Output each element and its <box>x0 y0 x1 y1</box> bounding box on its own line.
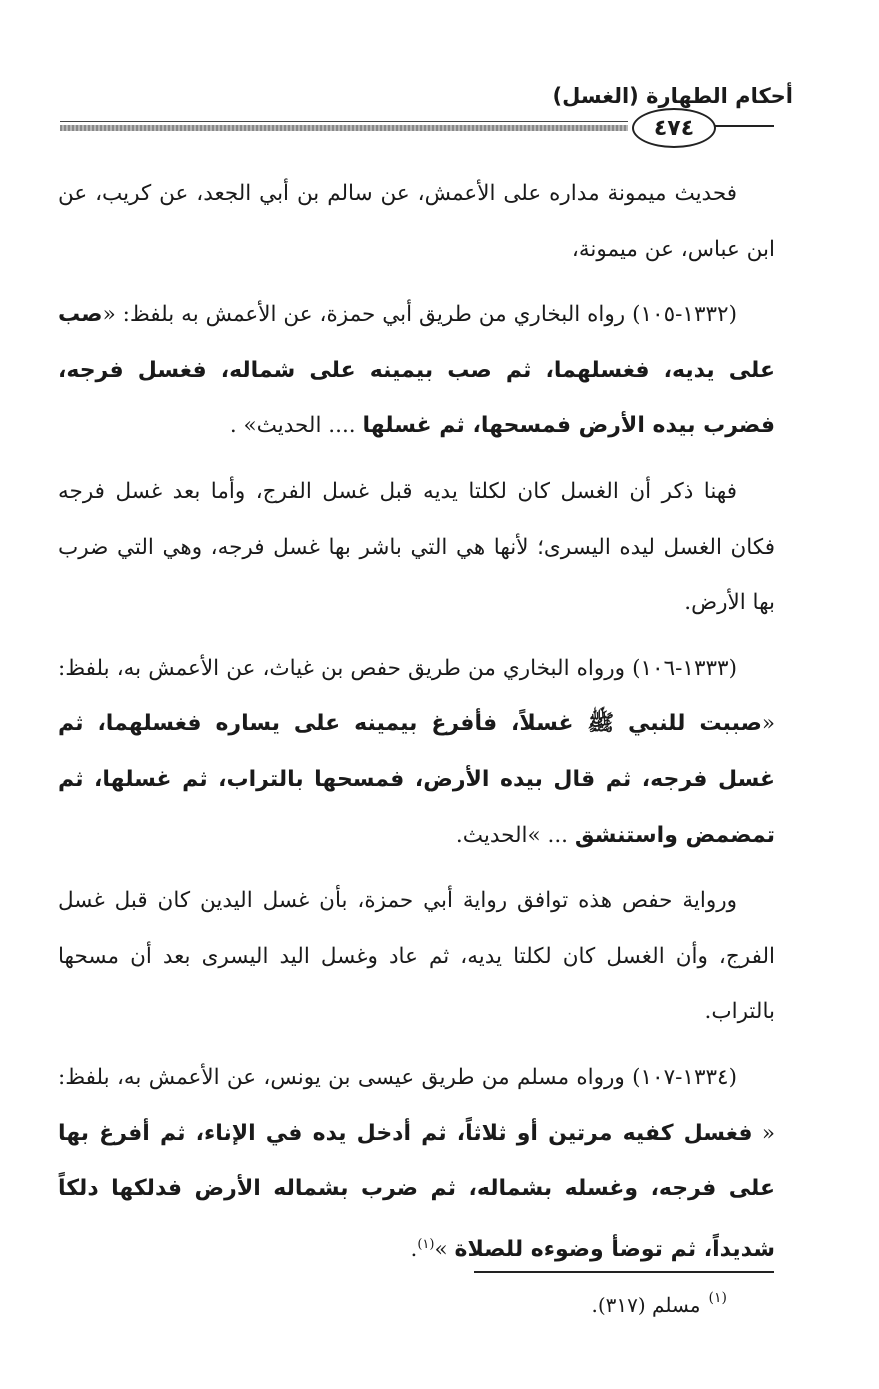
paragraph-5: ورواية حفص هذه توافق رواية أبي حمزة، بأن غسل اليدين كان قبل غسل الفرج، وأن الغسل كان لكلتا يديه، ثم عاد وغسل اليد اليسرى بعد أن مسحها بالتراب. <box>58 888 775 1025</box>
footnote-text: مسلم (٣١٧). <box>591 1293 701 1317</box>
hadith-intro: (١٣٣٤-١٠٧) ورواه مسلم من طريق عيسى بن يونس، عن الأعمش به، بلفظ: « <box>58 1064 775 1146</box>
header-rule-thin <box>60 121 628 122</box>
hadith-tail: » <box>434 1236 455 1262</box>
page-number: ٤٧٤ <box>653 115 695 141</box>
paragraph-3: فهنا ذكر أن الغسل كان لكلتا يديه قبل غسل الفرج، وأما بعد غسل فرجه فكان الغسل ليده اليسرى؛ لأنها هي التي باشر بها غسل فرجه، وهي التي ضرب بها الأرض. <box>58 478 775 616</box>
hadith-quote: فغسل كفيه مرتين أو ثلاثاً، ثم أدخل يده في الإناء، ثم أفرغ بها على فرجه، وغسله بشماله، ثم ضرب بشماله الأرض فدلكها دلكاً شديداً، ثم توضأ وضوءه للصلاة <box>58 1120 775 1262</box>
hadith-tail: .... الحديث» . <box>229 413 363 439</box>
footnote <box>591 1290 727 1317</box>
paragraph-6 <box>58 1050 775 1278</box>
page-number-badge <box>632 108 716 148</box>
footnote-rule <box>474 1271 774 1273</box>
header-rule-right <box>712 125 774 127</box>
hadith-quote: صببت للنبي ﷺ غسلاً، فأفرغ بيمينه على يساره فغسلهما، ثم غسل فرجه، ثم قال بيده الأرض، فمسحها بالتراب، ثم غسلها، ثم تمضمض واستنشق <box>58 711 775 848</box>
paragraph-2 <box>58 287 775 454</box>
hadith-intro: (١٣٣٣-١٠٦) ورواه البخاري من طريق حفص بن غياث، عن الأعمش به، بلفظ: « <box>58 655 775 737</box>
footnote-reference[interactable]: (١) <box>417 1236 435 1252</box>
footnote-marker: (١) <box>708 1290 727 1306</box>
header-rule-decorative <box>60 125 628 131</box>
running-title: أحكام الطهارة (الغسل) <box>552 84 793 108</box>
hadith-quote: صب على يديه، فغسلهما، ثم صب بيمينه على شماله، فغسل فرجه، فضرب بيده الأرض فمسحها، ثم غسلها <box>58 302 775 439</box>
paragraph-1: فحديث ميمونة مداره على الأعمش، عن سالم بن أبي الجعد، عن كريب، عن ابن عباس، عن ميمونة، <box>58 181 775 262</box>
hadith-intro: (١٣٣٢-١٠٥) رواه البخاري من طريق أبي حمزة، عن الأعمش به بلفظ: « <box>102 302 737 328</box>
hadith-tail: ... »الحديث. <box>455 822 575 848</box>
main-text <box>58 166 775 1287</box>
paragraph-4 <box>58 641 775 863</box>
sentence-end: . <box>410 1236 418 1262</box>
